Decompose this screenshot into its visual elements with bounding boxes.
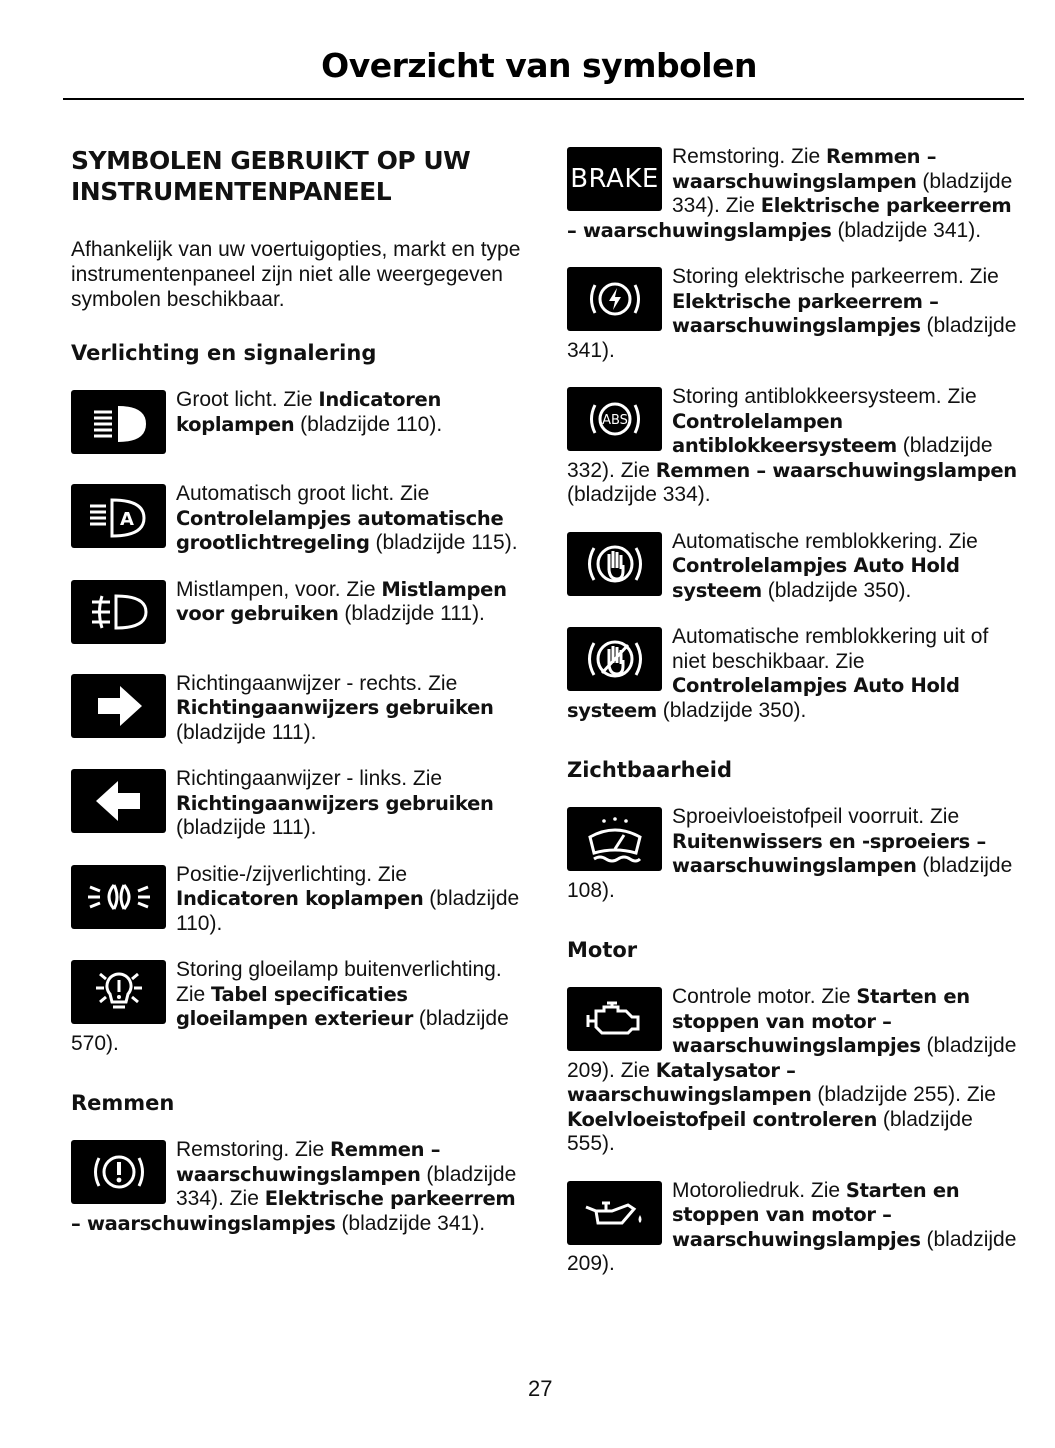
entry-epb: Storing elektrische parkeerrem. Zie Elektrische parkeerrem – waarschuwingslampjes (bladzijde 341). [567, 265, 1017, 362]
heading-brakes: Remmen [71, 1091, 175, 1115]
heading-engine: Motor [567, 938, 638, 962]
entry-turn-left: Richtingaanwijzer - links. Zie Richtingaanwijzers gebruiken (bladzijde 111). [71, 767, 526, 841]
svg-text:ABS: ABS [601, 413, 628, 428]
reference-link[interactable]: Controlelampjes Auto Hold systeem [567, 674, 960, 722]
reference-link[interactable]: Katalysator – waarschuwingslampen [567, 1058, 812, 1106]
washer-fluid-icon [567, 807, 662, 871]
entry-abs: ABS Storing antiblokkeersysteem. Zie Controlelampen antiblokkeersysteem (bladzijde 332). Zie Remmen – waarschuwingslampen (bladzijde 334). [567, 385, 1017, 506]
entry-washer-fluid: Sproeivloeistofpeil voorruit. Zie Ruitenwissers en -sproeiers – waarschuwingslampen (bladzijde 108). [567, 805, 1013, 902]
reference-link[interactable]: Controlelampjes Auto Hold systeem [672, 554, 960, 602]
front-fog-lamp-icon [71, 580, 166, 644]
section-title: SYMBOLEN GEBRUIKT OP UW INSTRUMENTENPANEEL [71, 146, 471, 206]
reference-link[interactable]: Controlelampjes automatische grootlichtregeling [176, 506, 504, 554]
reference-link[interactable]: Koelvloeistofpeil controleren [567, 1107, 878, 1131]
electric-parking-brake-icon [567, 267, 662, 331]
reference-link[interactable]: Mistlampen voor gebruiken [176, 577, 507, 625]
reference-link[interactable]: Starten en stoppen van motor – waarschuwingslampjes [672, 985, 970, 1057]
reference-link[interactable]: Elektrische parkeerrem – waarschuwingslampjes [567, 194, 1012, 242]
entry-auto-hold: Automatische remblokkering. Zie Controlelampjes Auto Hold systeem (bladzijde 350). [567, 530, 1022, 604]
oil-pressure-icon [567, 1181, 662, 1245]
bulb-failure-icon [71, 960, 166, 1024]
side-lamps-icon [71, 865, 166, 929]
abs-icon [567, 387, 662, 451]
entry-bulb-failure: Storing gloeilamp buitenverlichting. Zie Tabel specificaties gloeilampen exterieur (bladzijde 570). [71, 958, 509, 1055]
reference-link[interactable]: Ruitenwissers en -sproeiers – waarschuwingslampen [672, 829, 986, 877]
brake-text-icon: BRAKE [567, 147, 662, 211]
reference-link[interactable]: Starten en stoppen van motor – waarschuwingslampjes [672, 1178, 960, 1251]
entry-check-engine: Controle motor. Zie Starten en stoppen van motor – waarschuwingslampjes (bladzijde 209). Zie Katalysator – waarschuwingslampen (bladzijde 255). Zie Koelvloeistofpeil controleren (bladzijde 555). [567, 985, 1017, 1155]
turn-signal-left-icon [71, 769, 166, 833]
heading-lighting: Verlichting en signalering [71, 341, 377, 365]
entry-front-fog: Mistlampen, voor. Zie Mistlampen voor gebruiken (bladzijde 111). [71, 578, 526, 650]
turn-signal-right-icon [71, 674, 166, 738]
reference-link[interactable]: Remmen – waarschuwingslampen [672, 145, 937, 193]
entry-turn-right: Richtingaanwijzer - rechts. Zie Richtingaanwijzers gebruiken (bladzijde 111). [71, 672, 526, 746]
reference-link[interactable]: Indicatoren koplampen [176, 388, 442, 436]
reference-link[interactable]: Elektrische parkeerrem – waarschuwingslampjes [672, 289, 939, 337]
high-beam-icon [71, 390, 166, 454]
entry-brake-text: BRAKE Remstoring. Zie Remmen – waarschuwingslampen (bladzijde 334). Zie Elektrische parkeerrem – waarschuwingslampjes (bladzijde 341). [567, 145, 1013, 242]
svg-text:A: A [119, 509, 134, 530]
auto-hold-off-icon [567, 627, 662, 691]
page-title: Overzicht van symbolen [321, 46, 757, 85]
auto-high-beam-icon [71, 484, 166, 548]
reference-link[interactable]: Indicatoren koplampen [176, 887, 424, 910]
reference-link[interactable]: Richtingaanwijzers gebruiken [176, 696, 494, 719]
reference-link[interactable]: Controlelampen antiblokkeersysteem [672, 409, 897, 457]
intro-paragraph: Afhankelijk van uw voertuigopties, markt en type instrumentenpaneel zijn niet alle weergegeven symbolen beschikbaar. [71, 238, 521, 311]
left-column [71, 145, 526, 1258]
title-divider [63, 98, 1024, 100]
brake-warning-icon [71, 1140, 166, 1204]
entry-auto-high-beam: A Automatisch groot licht. Zie Controlelampjes automatische grootlichtregeling (bladzijde 115). [71, 482, 526, 556]
page-number: 27 [528, 1376, 553, 1401]
reference-link[interactable]: Richtingaanwijzers gebruiken [176, 791, 494, 815]
entry-oil-pressure: Motoroliedruk. Zie Starten en stoppen van motor – waarschuwingslampjes (bladzijde 209). [567, 1178, 1017, 1275]
reference-link[interactable]: Tabel specificaties gloeilampen exterieur [176, 982, 414, 1030]
auto-hold-icon [567, 532, 662, 596]
entry-brake-warning: Remstoring. Zie Remmen – waarschuwingslampen (bladzijde 334). Zie Elektrische parkeerrem – waarschuwingslampjes (bladzijde 341). [71, 1138, 517, 1235]
entry-auto-hold-off: Automatische remblokkering uit of niet beschikbaar. Zie Controlelampjes Auto Hold systeem (bladzijde 350). [567, 625, 989, 722]
reference-link[interactable]: Remmen – waarschuwingslampen [655, 458, 1017, 482]
heading-visibility: Zichtbaarheid [567, 758, 733, 782]
reference-link[interactable]: Elektrische parkeerrem – waarschuwingslampjes [71, 1187, 516, 1235]
check-engine-icon [567, 987, 662, 1051]
entry-high-beam: Groot licht. Zie Indicatoren koplampen (bladzijde 110). [71, 388, 526, 460]
right-column [567, 145, 1022, 1299]
reference-link[interactable]: Remmen – waarschuwingslampen [176, 1138, 441, 1186]
entry-side-lamps: Positie-/zijverlichting. Zie Indicatoren koplampen (bladzijde 110). [71, 863, 526, 937]
